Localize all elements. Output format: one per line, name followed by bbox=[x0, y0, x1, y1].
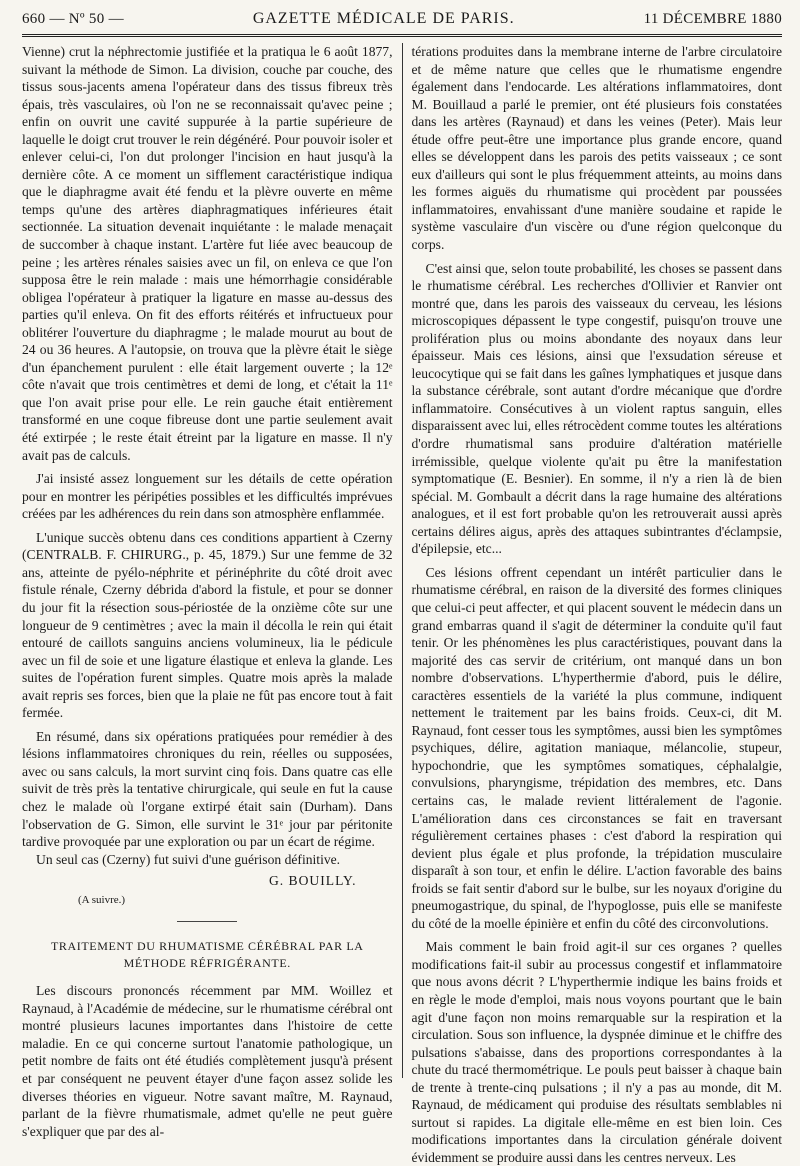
right-column bbox=[411, 43, 783, 1165]
paragraph: térations produites dans la membrane interne de l'arbre circulatoire et de même nature que celles que le rhumatisme engendre également dans l'endocarde. Les altérations inflammatoires, dont M. Bouillaud a parlé le premier, ont été plusieurs fois constatées dans les artères (Raynaud) et dans les veines (Peter). Mais leur étude offre peut-être une importance plus grande encore, quand elles se développent dans les parois des petits vaisseaux ; ce sont eux d'ailleurs qui sont le plus fréquemment atteints, au moins dans les formes aiguës du rhumatisme qui procèdent par poussées inflammatoires, envahissant d'une manière soudaine et rapide le système vasculaire d'un viscère ou d'une région quelconque du corps. bbox=[411, 44, 782, 253]
page-header bbox=[22, 10, 782, 32]
columns bbox=[22, 43, 782, 1165]
author-signature: G. BOUILLY. bbox=[268, 873, 357, 889]
continued-note: (A suivre.) bbox=[78, 893, 126, 906]
paragraph: Les discours prononcés récemment par MM. Woillez et Raynaud, à l'Académie de médecine, sur le rhumatisme cérébral ont montré plusieurs lacunes importantes dans l'histoire de cette maladie. En ce qui concerne surtout l'anatomie pathologique, un petit nombre de faits ont été étudiés complètement jusqu'à présent et par conséquent ne peuvent étayer d'une façon assez solide les diverses théories en vigueur. Notre savant maître, M. Raynaud, parlant de la fièvre rhumatismale, admet qu'elle ne peut guère s'expliquer que par des al- bbox=[22, 983, 393, 1139]
paragraph: Mais comment le bain froid agit-il sur ces organes ? quelles modifications fait-il subir au processus congestif et inflammatoire que nous avons décrit ? L'hyperthermie indique les bains froids et en règle le mode d'emploi, mais nous voyons pourtant que le bain agit d'une façon non moins remarquable sur la respiration et la circulation. Sous son influence, la dyspnée diminue et le chiffre des pulsations s'abaisse, dans des proportions correspondantes à la chute du tracé thermométrique. Le pouls peut baisser à chaque bain de trente à trente-cinq pulsations ; il n'y a pas au monde, dit M. Raynaud, de médicament qui produise des résultats semblables ni surtout si rapides. La digitale elle-même en est bien loin. Ces modifications importantes dans la circulation générale doivent évidemment se produire aussi dans les centres nerveux. Les bbox=[411, 939, 782, 1165]
header-rule bbox=[22, 34, 782, 37]
paragraph: C'est ainsi que, selon toute probabilité, les choses se passent dans le rhumatisme cérébral. Les recherches d'Ollivier et Ranvier ont montré que, dans les parois des vaisseaux du cerveau, les lésions microscopiques dépassent le type congestif, puisqu'on trouve une prolifération plus ou moins abondante des noyaux dans leur épaisseur. Mais ces lésions, ainsi que l'exsudation séreuse et leucocytique qui se fait dans les gaînes lymphatiques et jusque dans la substance cérébrale, sont autant d'ordre mécanique que d'ordre inflammatoire. Consécutives à un violent raptus sanguin, elles disparaissent avec lui, elles rétrocèdent comme toutes les altérations d'ordre rhumatismal sans produire d'altération matérielle irrémissible, quelque violente qu'ait pu être la manifestation symptomatique (E. Besnier). En somme, il n'y a rien là de bien spécial. M. Gombault a décrit dans la rage humaine des altérations analogues, et il est fort probable qu'on les retrouverait aussi après certains délires aigus, après des attaques subintrantes d'éclampsie, d'épilepsie, etc... bbox=[411, 260, 782, 557]
paragraph: En résumé, dans six opérations pratiquées pour remédier à des lésions inflammatoires chroniques du rein, réelles ou supposées, avec ou sans calculs, la mort survint cinq fois. Dans quatre cas elle suivit de très près la tentative chirurgicale, qui seule en fut la cause chez le malade où l'organe extirpé était sain (Durham). Dans l'observation de G. Simon, elle survint le 31ᵉ jour par péritonite tardive provoquée par une exploration ou par un écart de régime. bbox=[22, 728, 393, 850]
journal-title: GAZETTE MÉDICALE DE PARIS. bbox=[252, 10, 515, 27]
paragraph: Un seul cas (Czerny) fut suivi d'une guérison définitive. bbox=[36, 851, 341, 867]
section-separator bbox=[177, 921, 237, 922]
paragraph: Vienne) crut la néphrectomie justifiée et la pratiqua le 6 août 1877, suivant la méthode de Simon. La division, couche par couche, des tissus sous-jacents amena l'opérateur dans des tissus fibreux très épais, très vasculaires, où l'on ne se reconnaissait qu'avec peine ; enfin on ouvrit une cavité suppurée à la partie supérieure de laquelle le doigt crut trouver le rein dégénéré. Pour pouvoir isoler et enlever celui-ci, l'on dut prolonger l'incision en haut jusqu'à la dernière côte. A ce moment un sifflement caractéristique indiqua que le diaphragme avait été fendu et la plèvre ouverte en même temps qu'une des artères diaphragmatiques inférieures était sectionnée. La situation devenait inquiétante : le malade menaçait de succomber à chaque instant. L'artère fut liée avec beaucoup de peine ; les artères rénales saisies avec un fil, on enleva ce que l'on supposa être le rein malade : mais une hémorrhagie considérable obligea l'opérateur à pratiquer la ligature en masse au-dessus des parties qu'il enleva. On fit des efforts réitérés et infructueux pour oblitérer l'ouverture du diaphragme ; le malade mourut au bout de 24 ou 36 heures. A l'autopsie, on trouva que la plèvre était le siège d'un épanchement purulent : elle était largement ouverte ; la 12ᵉ côte n'avait que trois centimètres et demi de long, et c'était la 11ᵉ que l'on avait prise pour elle. Le rein gauche était entièrement transformé en une coque fibreuse dont une partie seulement avait été extirpée ; le reste était étreint par la ligature en masse. Il n'y avait pas de calculs. bbox=[22, 44, 393, 463]
paragraph: L'unique succès obtenu dans ces conditions appartient à Czerny (CENTRALB. F. CHIRURG., p. 45, 1879.) Sur une femme de 32 ans, atteinte de pyélo-néphrite et périnéphrite du côté droit avec fistule rénale, Czerny débrida d'abord la fistule, et pour se donner du jour fit la résection sous-périostée de la onzième côte sur une longueur de 9 centimètres ; avec la main il décolla le rein qui était entouré de caillots sanguins anciens volumineux, lia le pédicule avec un fil de soie et une ligature élastique et enleva la glande. Les suites de l'opération furent simples. Quatre mois après la malade avait repris ses forces, bien que la plaie ne fût pas encore tout à fait fermée. bbox=[22, 529, 393, 721]
paragraph: J'ai insisté assez longuement sur les détails de cette opération pour en montrer les péripéties possibles et les difficultés imprévues créées par les adhérences du rein dans son atmosphère enflammée. bbox=[22, 471, 393, 522]
left-column bbox=[22, 43, 393, 1139]
page-number: 660 — Nº 50 — bbox=[22, 11, 124, 27]
column-divider bbox=[402, 43, 403, 1078]
paragraph: Ces lésions offrent cependant un intérêt particulier dans le rhumatisme cérébral, en raison de la diversité des formes cliniques que celui-ci peut affecter, et qui placent souvent le médecin dans un grand embarras quand il s'agit de déterminer la conduite qu'il faut tenir. Or les phénomènes les plus caractéristiques, pouvant dans la majorité des cas servir de critérium, ont manqué dans un bon nombre d'observations. L'hyperthermie d'abord, puis le délire, caractères essentiels de la variété la plus commune, indiquent nettement le traitement par les bains froids. Ceux-ci, dit M. Raynaud, font cesser tous les symptômes, aussi bien les symptômes psychiques, délire, agitation maniaque, mélancolie, stupeur, hypochondrie, que les symptômes somatiques, céphalalgie, convulsions, pharyngisme, trépidation des membres, etc. Dans certains cas, le malade revient littéralement de l'agonie. L'amélioration dans ces circonstances se fait en traversant régulièrement certaines phases : c'est d'abord la respiration qui devient plus égale et plus profonde, la trépidation musculaire disparaît à son tour, et enfin le délire. L'action favorable des bains froids se fait sentir d'abord sur le bulbe, sur les noyaux d'origine du pneumogastrique, du spinal, de l'hypoglosse, puis elle se manifeste du côté de la moelle épinière et enfin du côté des circonvolutions. bbox=[411, 564, 782, 931]
issue-date: 11 DÉCEMBRE 1880 bbox=[643, 11, 782, 27]
section-title: TRAITEMENT DU RHUMATISME CÉRÉBRAL PAR LA MÉTHODE RÉFRIGÉRANTE. bbox=[50, 939, 364, 971]
